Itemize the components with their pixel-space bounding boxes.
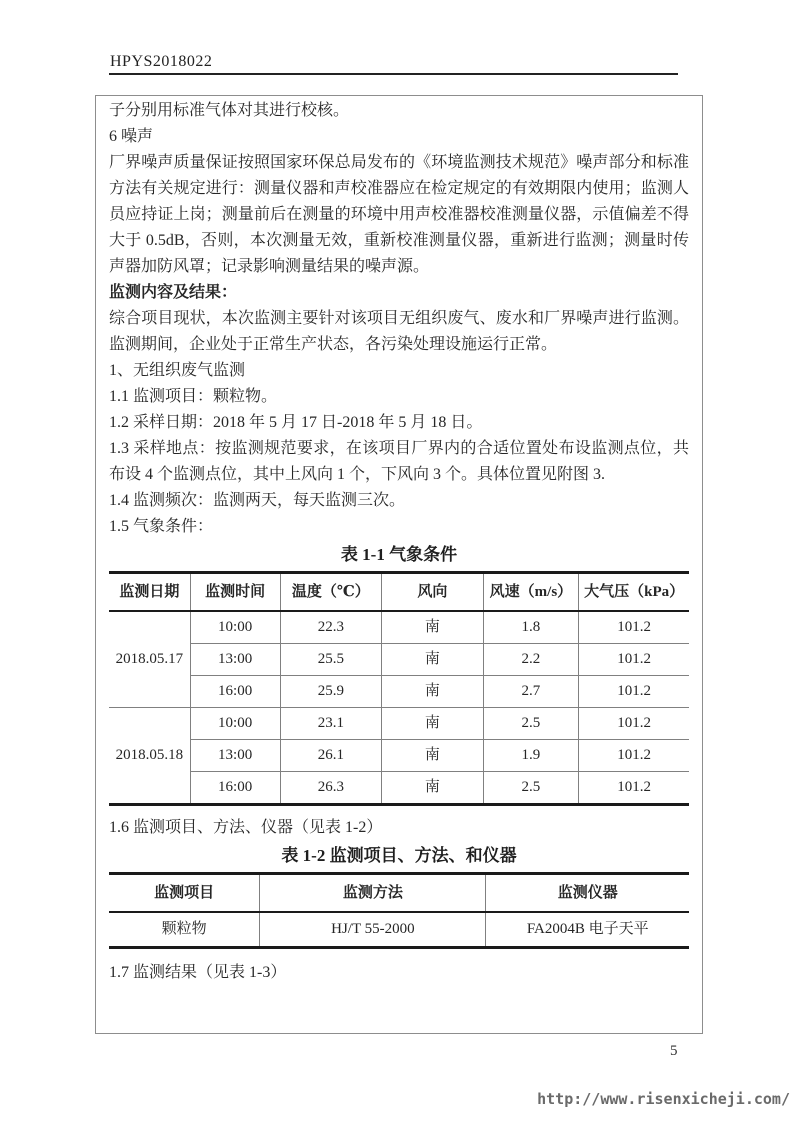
col-header-temperature: 温度（℃） (280, 573, 382, 612)
col-header-monitor-item: 监测项目 (109, 874, 260, 913)
page-number: 5 (670, 1043, 678, 1059)
table-cell: 南 (382, 740, 484, 772)
table-cell: HJ/T 55-2000 (260, 912, 486, 948)
item-1-1-monitor-project: 1.1 监测项目：颗粒物。 (109, 388, 278, 405)
table-cell: 23.1 (280, 708, 382, 740)
paragraph-calibration: 子分别用标准气体对其进行校核。 (109, 102, 350, 119)
table-cell: 2.2 (483, 644, 579, 676)
table-cell: 26.1 (280, 740, 382, 772)
weather-table-header-row (109, 573, 689, 612)
table-cell: 13:00 (190, 740, 280, 772)
paragraph-noise-qa: 厂界噪声质量保证按照国家环保总局发布的《环境监测技术规范》噪声部分和标准方法有关规定进行：测量仪器和声校准器应在检定规定的有效期限内使用；监测人员应持证上岗；测量前后在测量的环境中用声校准器校准测量仪器，示值偏差不得大于 0.5dB，否则，本次测量无效，重新校准测量仪器，重新进行监测；测量时传声器加防风罩；记录影响测量结果的噪声源。 (109, 154, 689, 275)
content-border-box (95, 95, 703, 1034)
table-cell: 1.9 (483, 740, 579, 772)
item-1-3-sampling-location: 1.3 采样地点：按监测规范要求，在该项目厂界内的合适位置处布设监测点位，共布设 4 个监测点位，其中上风向 1 个，下风向 3 个。具体位置见附图 3. (109, 440, 689, 483)
table-cell: 16:00 (190, 772, 280, 805)
table-cell: 101.2 (579, 644, 689, 676)
table-cell: 16:00 (190, 676, 280, 708)
table-cell: 25.9 (280, 676, 382, 708)
methods-table (109, 872, 689, 949)
table-row (109, 644, 689, 676)
watermark-url: http://www.risenxicheji.com/ (537, 1090, 790, 1108)
item-1-2-sampling-date: 1.2 采样日期：2018 年 5 月 17 日-2018 年 5 月 18 日。 (109, 414, 483, 431)
table-row (109, 676, 689, 708)
table-cell: 101.2 (579, 708, 689, 740)
table-cell: 南 (382, 644, 484, 676)
paragraph-project-status: 综合项目现状，本次监测主要针对该项目无组织废气、废水和厂界噪声进行监测。监测期间，企业处于正常生产状态，各污染处理设施运行正常。 (109, 310, 689, 353)
table-row (109, 611, 689, 644)
table-cell: 22.3 (280, 611, 382, 644)
col-header-wind-speed: 风速（m/s） (483, 573, 579, 612)
col-header-date: 监测日期 (109, 573, 190, 612)
table-cell: 26.3 (280, 772, 382, 805)
table-cell: 101.2 (579, 611, 689, 644)
table-cell: 南 (382, 772, 484, 805)
table-cell: FA2004B 电子天平 (486, 912, 689, 948)
table-cell: 2.5 (483, 708, 579, 740)
item-1-5-weather-conditions: 1.5 气象条件： (109, 518, 214, 535)
table-cell: 2.7 (483, 676, 579, 708)
col-header-monitor-instrument: 监测仪器 (486, 874, 689, 913)
table-cell: 13:00 (190, 644, 280, 676)
section-heading-noise: 6 噪声 (109, 128, 154, 145)
item-1-4-frequency: 1.4 监测频次：监测两天，每天监测三次。 (109, 492, 406, 509)
methods-table-header-row (109, 874, 689, 913)
item-1-7-results: 1.7 监测结果（见表 1-3） (109, 964, 287, 981)
table-row (109, 708, 689, 740)
table-cell: 1.8 (483, 611, 579, 644)
table-cell: 10:00 (190, 611, 280, 644)
col-header-pressure: 大气压（kPa） (579, 573, 689, 612)
item-1-fugitive-gas: 1、无组织废气监测 (109, 362, 246, 379)
date-cell: 2018.05.17 (109, 611, 190, 708)
table-cell: 2.5 (483, 772, 579, 805)
table-cell: 颗粒物 (109, 912, 260, 948)
item-1-6-methods: 1.6 监测项目、方法、仪器（见表 1-2） (109, 819, 383, 836)
col-header-time: 监测时间 (190, 573, 280, 612)
methods-table-title: 表 1-2 监测项目、方法、和仪器 (281, 846, 517, 865)
table-cell: 南 (382, 676, 484, 708)
table-row (109, 772, 689, 805)
date-cell: 2018.05.18 (109, 708, 190, 805)
table-cell: 101.2 (579, 772, 689, 805)
table-cell: 南 (382, 611, 484, 644)
table-cell: 25.5 (280, 644, 382, 676)
table-cell: 101.2 (579, 740, 689, 772)
table-cell: 南 (382, 708, 484, 740)
col-header-monitor-method: 监测方法 (260, 874, 486, 913)
table-cell: 10:00 (190, 708, 280, 740)
weather-table-title: 表 1-1 气象条件 (340, 545, 458, 564)
table-cell: 101.2 (579, 676, 689, 708)
table-row (109, 912, 689, 948)
weather-table (109, 571, 689, 806)
table-row (109, 740, 689, 772)
document-code: HPYS2018022 (110, 53, 213, 70)
col-header-wind-direction: 风向 (382, 573, 484, 612)
header-rule (109, 73, 678, 75)
heading-monitor-content-results: 监测内容及结果： (109, 284, 238, 301)
